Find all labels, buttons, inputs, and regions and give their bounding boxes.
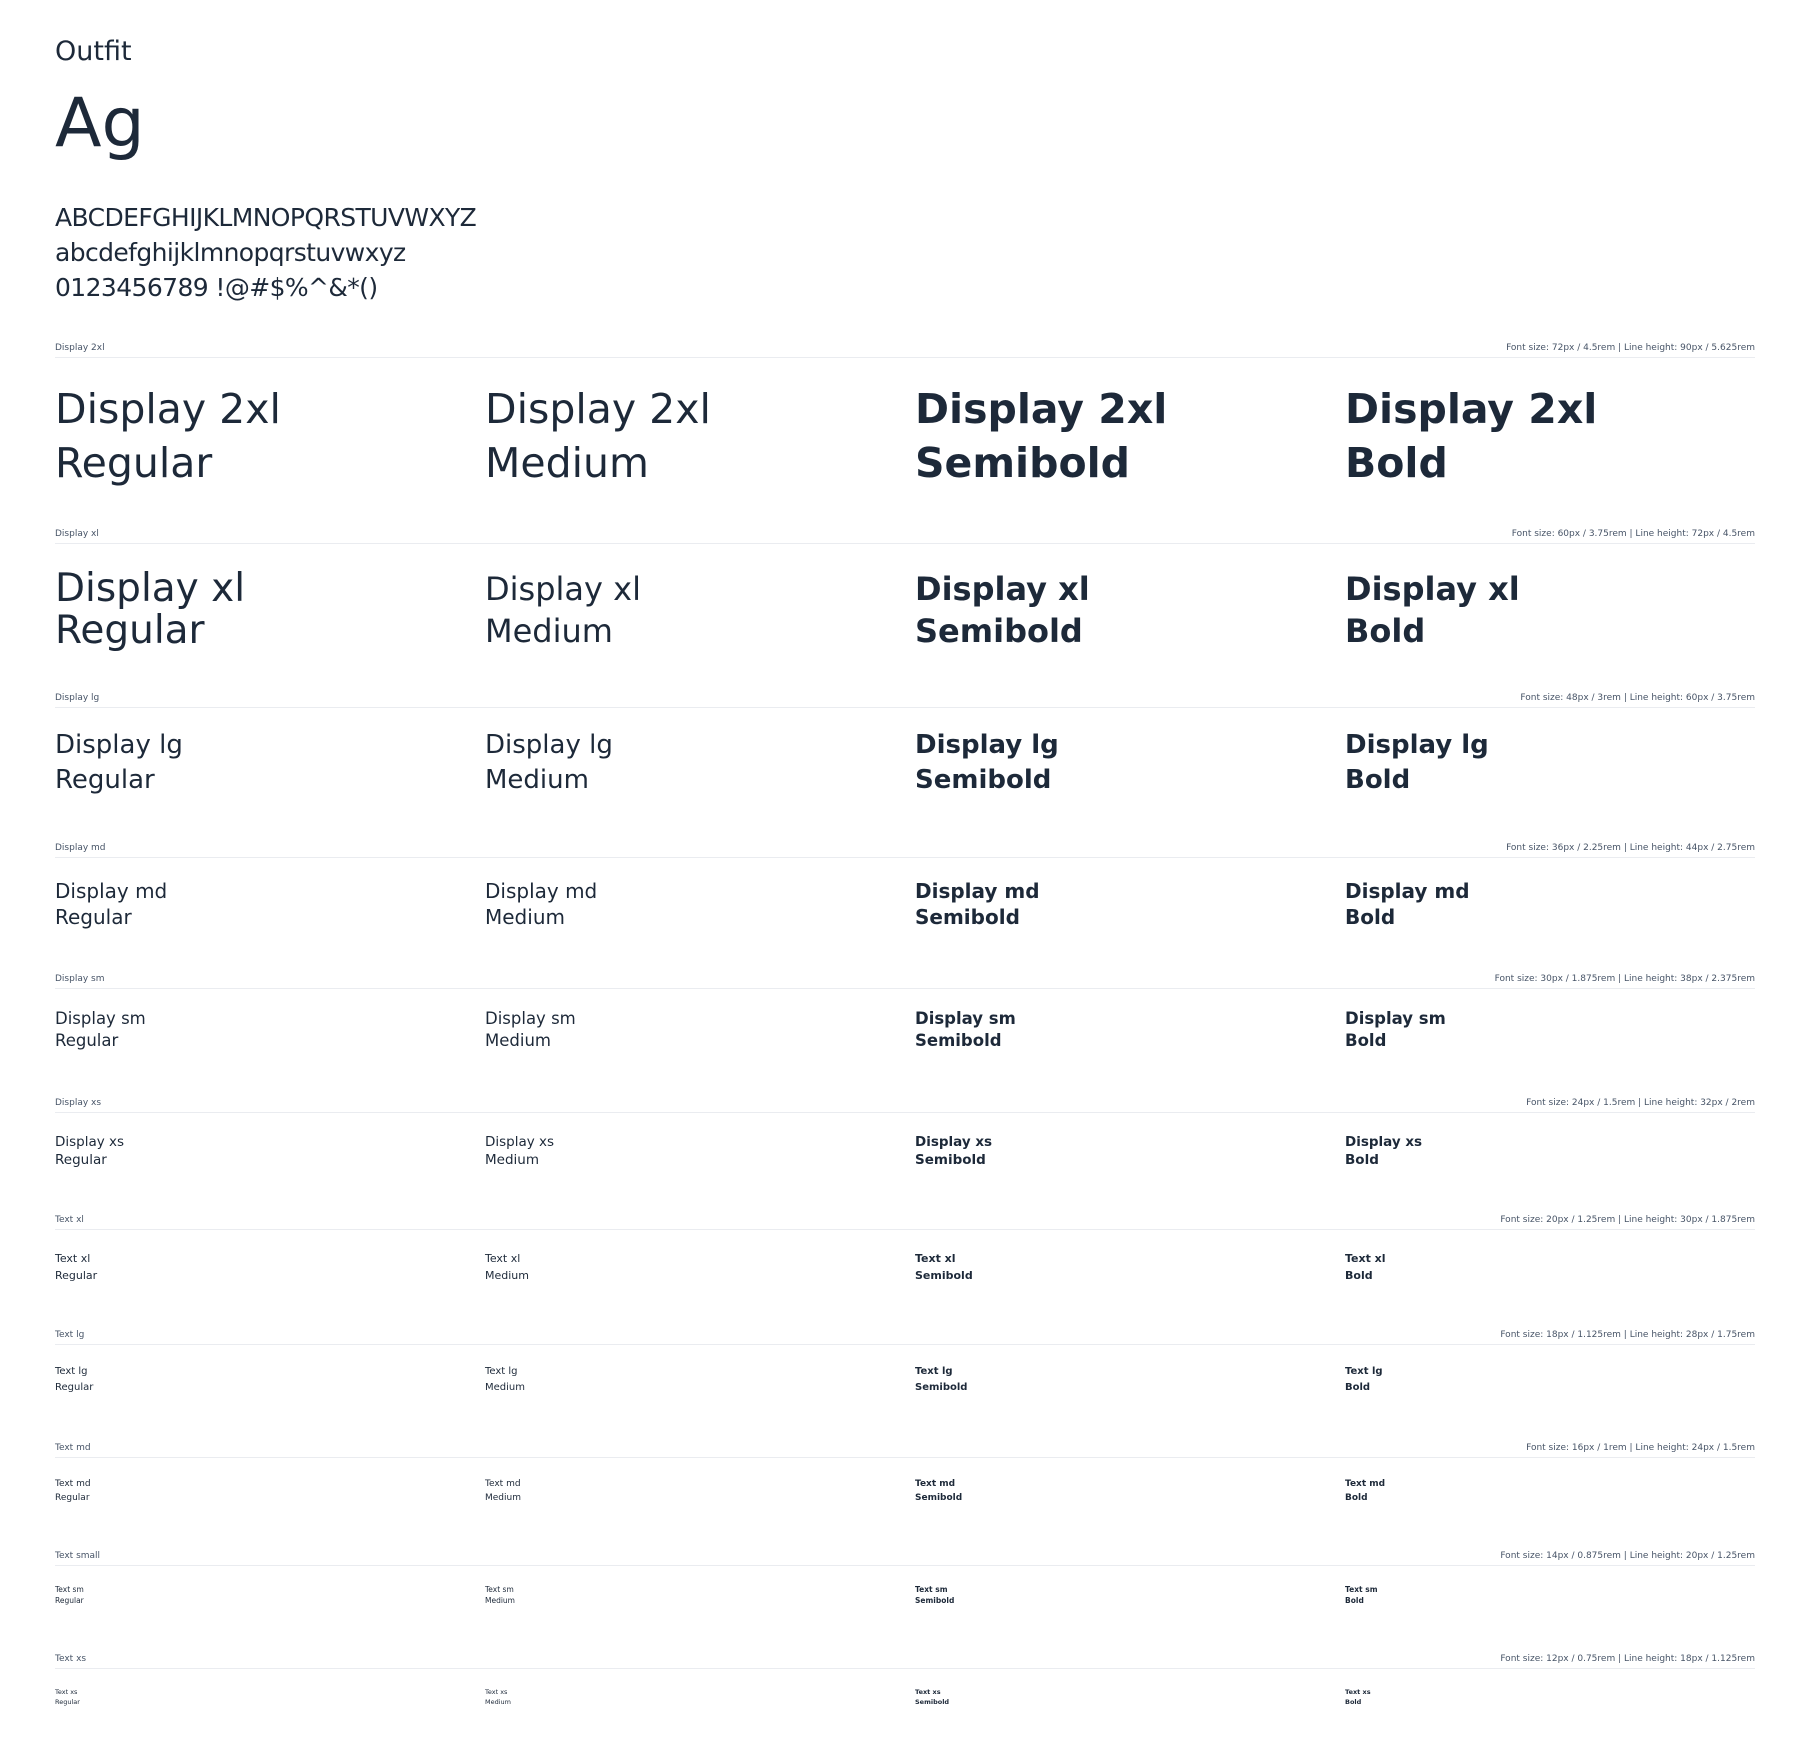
sample-medium (485, 568, 641, 652)
sample-medium (485, 1364, 525, 1396)
sample-weight: Regular (55, 439, 213, 487)
sample-weight: Regular (55, 608, 205, 653)
section-header (55, 1548, 1755, 1566)
sample-line: Text xs (485, 1688, 508, 1696)
sample-line: Display xl (485, 570, 641, 608)
sample-bold (1345, 1364, 1383, 1396)
sample-bold (1345, 568, 1520, 652)
sample-line: Display lg (55, 730, 183, 760)
section-display-md (55, 840, 1755, 929)
section-header (55, 840, 1755, 858)
sample-weight: Medium (485, 1152, 539, 1168)
sample-line: Display md (55, 879, 168, 903)
section-header (55, 1095, 1755, 1113)
sample-line: Display xs (485, 1134, 555, 1150)
sample-weight: Medium (485, 905, 565, 929)
section-label: Display md (55, 843, 106, 853)
sample-regular (55, 1477, 91, 1505)
font-name: Outfit (55, 36, 132, 67)
sample-bold (1345, 1008, 1446, 1052)
section-display-lg (55, 690, 1755, 795)
sample-line: Display xs (1345, 1134, 1423, 1150)
sample-weight: Bold (1345, 439, 1448, 487)
sample-bold (1345, 382, 1597, 490)
sample-regular (55, 878, 167, 930)
sample-weight: Semibold (915, 1493, 963, 1503)
sample-line: Display xl (1345, 570, 1520, 608)
section-label: Text lg (55, 1330, 85, 1340)
sample-medium (485, 1477, 521, 1505)
sample-line: Display xs (915, 1134, 993, 1150)
sample-medium (485, 1008, 576, 1052)
sample-semibold (915, 1250, 973, 1284)
sample-weight: Medium (485, 1031, 551, 1050)
sample-semibold (915, 1133, 992, 1169)
sample-line: Display 2xl (915, 385, 1168, 433)
sample-weight: Semibold (915, 439, 1131, 487)
section-text-small (55, 1548, 1755, 1605)
sample-weight: Semibold (915, 1382, 968, 1393)
sample-weight: Regular (55, 1382, 94, 1393)
sample-medium (485, 728, 613, 798)
section-header (55, 340, 1755, 358)
sample-semibold (915, 568, 1090, 652)
sample-weight: Medium (485, 439, 649, 487)
sample-weight: Medium (485, 1493, 521, 1503)
sample-bold (1345, 1584, 1378, 1606)
sample-weight: Medium (485, 1269, 529, 1282)
sample-line: Display 2xl (1345, 385, 1598, 433)
sample-bold (1345, 1250, 1386, 1284)
sample-line: Text lg (55, 1366, 88, 1377)
section-spec: Font size: 60px / 3.75rem | Line height: 72px / 4.5rem (1511, 529, 1755, 539)
sample-line: Text lg (915, 1366, 953, 1377)
sample-line: Text sm (485, 1585, 514, 1594)
section-header (55, 1212, 1755, 1230)
section-label: Display sm (55, 974, 105, 984)
sample-semibold (915, 1477, 962, 1505)
section-display-sm (55, 971, 1755, 1050)
sample-regular (55, 728, 183, 798)
sample-line: Display xl (55, 566, 246, 611)
section-spec: Font size: 16px / 1rem | Line height: 24px / 1.5rem (1526, 1443, 1755, 1453)
sample-line: Text xs (1345, 1688, 1371, 1696)
sample-regular (55, 1133, 124, 1169)
glyph-set (55, 200, 476, 305)
section-label: Display xs (55, 1098, 102, 1108)
sample-weight: Regular (55, 1493, 90, 1503)
section-spec: Font size: 48px / 3rem | Line height: 60px / 3.75rem (1520, 693, 1755, 703)
section-header (55, 971, 1755, 989)
section-label: Text small (55, 1551, 101, 1561)
sample-weight: Regular (55, 1152, 107, 1168)
sample-medium (485, 878, 597, 930)
section-label: Display 2xl (55, 343, 105, 353)
sample-regular (55, 1687, 80, 1707)
sample-weight: Semibold (915, 1269, 973, 1282)
sample-regular (55, 1250, 97, 1284)
sample-weight: Regular (55, 1269, 98, 1282)
sample-weight: Regular (55, 1596, 84, 1605)
sample-weight: Semibold (915, 1596, 955, 1605)
sample-weight: Semibold (915, 1031, 1002, 1050)
sample-weight: Medium (485, 612, 613, 650)
sample-line: Display xs (55, 1134, 125, 1150)
sample-medium (485, 1687, 511, 1707)
sample-weight: Regular (55, 905, 132, 929)
glyph-line-lowercase: abcdefghijklmnopqrstuvwxyz (55, 238, 406, 267)
section-header (55, 1651, 1755, 1669)
section-label: Text xs (55, 1654, 87, 1664)
section-display-xl (55, 526, 1755, 653)
section-header (55, 1440, 1755, 1458)
sample-regular (55, 1364, 93, 1396)
sample-medium (485, 1133, 554, 1169)
glyph-line-numerals: 0123456789 !@#$%^&*() (55, 273, 378, 302)
sample-semibold (915, 382, 1167, 490)
sample-bold (1345, 1687, 1371, 1707)
glyph-line-uppercase: ABCDEFGHIJKLMNOPQRSTUVWXYZ (55, 203, 477, 232)
sample-semibold (915, 728, 1059, 798)
section-display-xs (55, 1095, 1755, 1168)
sample-regular (55, 568, 245, 652)
sample-line: Text xl (1345, 1252, 1386, 1265)
sample-weight: Semibold (915, 1152, 986, 1168)
sample-regular (55, 1008, 146, 1052)
sample-line: Display sm (55, 1009, 146, 1028)
section-spec: Font size: 30px / 1.875rem | Line height: 38px / 2.375rem (1494, 974, 1755, 984)
sample-line: Display sm (915, 1009, 1016, 1028)
sample-weight: Bold (1345, 905, 1396, 929)
sample-line: Display md (1345, 879, 1470, 903)
sample-line: Text xl (915, 1252, 956, 1265)
sample-line: Display lg (485, 730, 613, 760)
section-spec: Font size: 18px / 1.125rem | Line height: 28px / 1.75rem (1500, 1330, 1755, 1340)
sample-line: Text xs (915, 1688, 941, 1696)
sample-line: Display lg (915, 730, 1059, 760)
section-spec: Font size: 20px / 1.25rem | Line height: 30px / 1.875rem (1500, 1215, 1755, 1225)
section-spec: Font size: 24px / 1.5rem | Line height: 32px / 2rem (1526, 1098, 1755, 1108)
sample-line: Text md (915, 1479, 956, 1489)
sample-weight: Regular (55, 1031, 119, 1050)
sample-weight: Semibold (915, 905, 1020, 929)
sample-line: Text xl (485, 1252, 521, 1265)
sample-line: Display 2xl (55, 385, 281, 433)
sample-medium (485, 1584, 515, 1606)
section-label: Text xl (55, 1215, 84, 1225)
section-text-lg (55, 1327, 1755, 1393)
sample-semibold (915, 1364, 967, 1396)
section-text-md (55, 1440, 1755, 1503)
sample-bold (1345, 1477, 1385, 1505)
sample-weight: Semibold (915, 612, 1083, 650)
sample-weight: Medium (485, 1382, 525, 1393)
sample-regular (55, 382, 281, 490)
sample-semibold (915, 1584, 954, 1606)
sample-weight: Bold (1345, 1493, 1368, 1503)
sample-weight: Regular (55, 1698, 80, 1706)
sample-line: Display md (485, 879, 598, 903)
sample-bold (1345, 1133, 1422, 1169)
sample-weight: Bold (1345, 1031, 1387, 1050)
sample-line: Text md (55, 1479, 91, 1489)
sample-weight: Medium (485, 1698, 511, 1706)
sample-line: Text sm (55, 1585, 84, 1594)
section-label: Display lg (55, 693, 100, 703)
section-text-xs (55, 1651, 1755, 1706)
sample-semibold (915, 1687, 949, 1707)
sample-line: Text sm (1345, 1585, 1378, 1594)
sample-weight: Medium (485, 765, 589, 795)
sample-weight: Bold (1345, 1698, 1362, 1706)
sample-semibold (915, 1008, 1016, 1052)
sample-weight: Bold (1345, 612, 1426, 650)
sample-line: Text lg (1345, 1366, 1383, 1377)
section-spec: Font size: 14px / 0.875rem | Line height: 20px / 1.25rem (1500, 1551, 1755, 1561)
section-header (55, 690, 1755, 708)
sample-line: Text md (485, 1479, 521, 1489)
sample-bold (1345, 728, 1489, 798)
sample-weight: Semibold (915, 765, 1052, 795)
section-label: Text md (55, 1443, 91, 1453)
sample-semibold (915, 878, 1040, 930)
sample-medium (485, 1250, 529, 1284)
sample-weight: Medium (485, 1596, 515, 1605)
sample-line: Display 2xl (485, 385, 711, 433)
section-text-xl (55, 1212, 1755, 1282)
sample-bold (1345, 878, 1470, 930)
sample-line: Text sm (915, 1585, 948, 1594)
sample-regular (55, 1584, 84, 1606)
sample-weight: Bold (1345, 1269, 1373, 1282)
section-label: Display xl (55, 529, 99, 539)
sample-line: Display sm (1345, 1009, 1446, 1028)
section-spec: Font size: 36px / 2.25rem | Line height: 44px / 2.75rem (1506, 843, 1755, 853)
section-spec: Font size: 72px / 4.5rem | Line height: 90px / 5.625rem (1506, 343, 1755, 353)
sample-weight: Bold (1345, 1382, 1371, 1393)
sample-line: Text lg (485, 1366, 518, 1377)
sample-weight: Bold (1345, 765, 1411, 795)
sample-line: Display xl (915, 570, 1090, 608)
sample-line: Text md (1345, 1479, 1386, 1489)
sample-medium (485, 382, 711, 490)
section-header (55, 526, 1755, 544)
sample-line: Display lg (1345, 730, 1489, 760)
font-specimen-glyph: Ag (55, 84, 145, 163)
section-spec: Font size: 12px / 0.75rem | Line height: 18px / 1.125rem (1500, 1654, 1755, 1664)
sample-line: Text xl (55, 1252, 91, 1265)
sample-weight: Regular (55, 765, 155, 795)
section-header (55, 1327, 1755, 1345)
sample-line: Display md (915, 879, 1040, 903)
sample-weight: Semibold (915, 1698, 950, 1706)
sample-weight: Bold (1345, 1596, 1364, 1605)
sample-line: Text xs (55, 1688, 78, 1696)
sample-weight: Bold (1345, 1152, 1379, 1168)
section-display-2xl (55, 340, 1755, 487)
sample-line: Display sm (485, 1009, 576, 1028)
